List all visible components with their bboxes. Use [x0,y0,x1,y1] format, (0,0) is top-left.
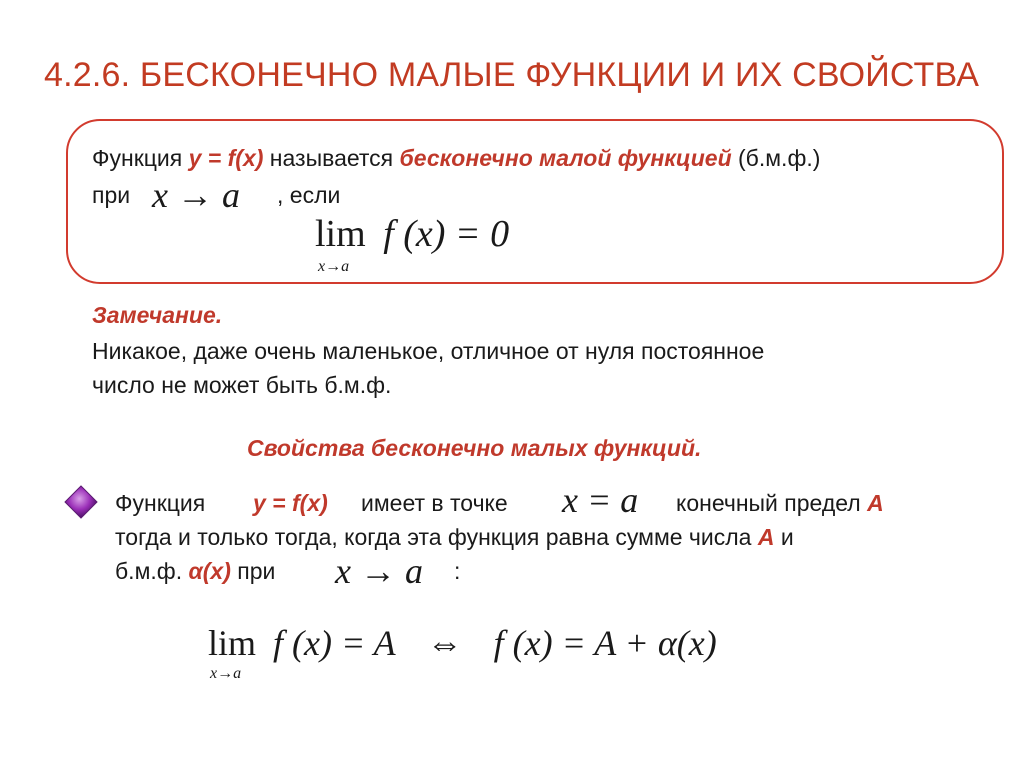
property-word-function: Функция [115,490,206,516]
property-colon: : [454,558,461,584]
property-finite-limit-text: конечный предел [676,490,861,516]
definition-limit-formula [315,212,509,256]
definition-math-x-to-a [152,174,240,216]
definition-word-called: называется [269,145,394,171]
definition-word-function: Функция [92,145,183,171]
limit-expression: f (x) = 0 [383,213,510,255]
property-math-x-equals-a: x = a [562,480,639,520]
limit-operator: lim [315,213,366,255]
definition-abbreviation: (б.м.ф.) [738,145,821,171]
math-x: x [152,175,168,215]
definition-function-expression: y = f(x) [188,145,264,171]
definition-word-if: , если [277,182,341,208]
property-math-x-to-a [335,550,423,592]
formula-subscript: x→a [210,665,242,682]
property-word-at-point: имеет в точке [361,490,508,516]
math-arrow: → [359,551,396,591]
property-abbreviation: б.м.ф. [115,558,183,584]
diamond-bullet-icon [64,485,98,519]
property-limit-A: A [867,490,884,516]
definition-line-1 [92,143,820,173]
property-word-at: при [237,558,276,584]
math-a: a [221,175,240,215]
math-x: x [335,551,351,591]
definition-word-at: при [92,182,131,208]
math-arrow: → [176,175,213,215]
remark-line-1: Никакое, даже очень маленькое, отличное от нуля постоянное [92,338,765,364]
definition-term: бесконечно малой функцией [399,145,732,171]
remark-heading: Замечание. [92,302,223,328]
math-a: a [404,551,423,591]
limit-subscript: x→a [318,258,350,275]
page-title: 4.2.6. БЕСКОНЕЧНО МАЛЫЕ ФУНКЦИИ И ИХ СВОЙСТВА [44,56,980,94]
property-alpha-function: α(x) [188,558,231,584]
property-function-expression: y = f(x) [253,490,328,516]
formula-left: f (x) = A [273,623,396,663]
formula-limit-operator: lim [208,623,257,663]
property-line-2-text: тогда и только тогда, когда эта функция равна сумме числа [115,524,752,550]
property-limit-formula [208,622,717,664]
formula-equivalence-icon: ⇔ [426,623,463,663]
remark-line-2: число не может быть б.м.ф. [92,372,392,398]
formula-right: f (x) = A + α(x) [493,623,717,663]
property-line-2 [115,522,794,552]
property-number-A: A [757,524,775,550]
property-word-and: и [780,524,794,550]
properties-heading: Свойства бесконечно малых функций. [247,435,702,461]
property-line-3 [115,556,275,586]
property-word-finite-limit [676,488,884,518]
